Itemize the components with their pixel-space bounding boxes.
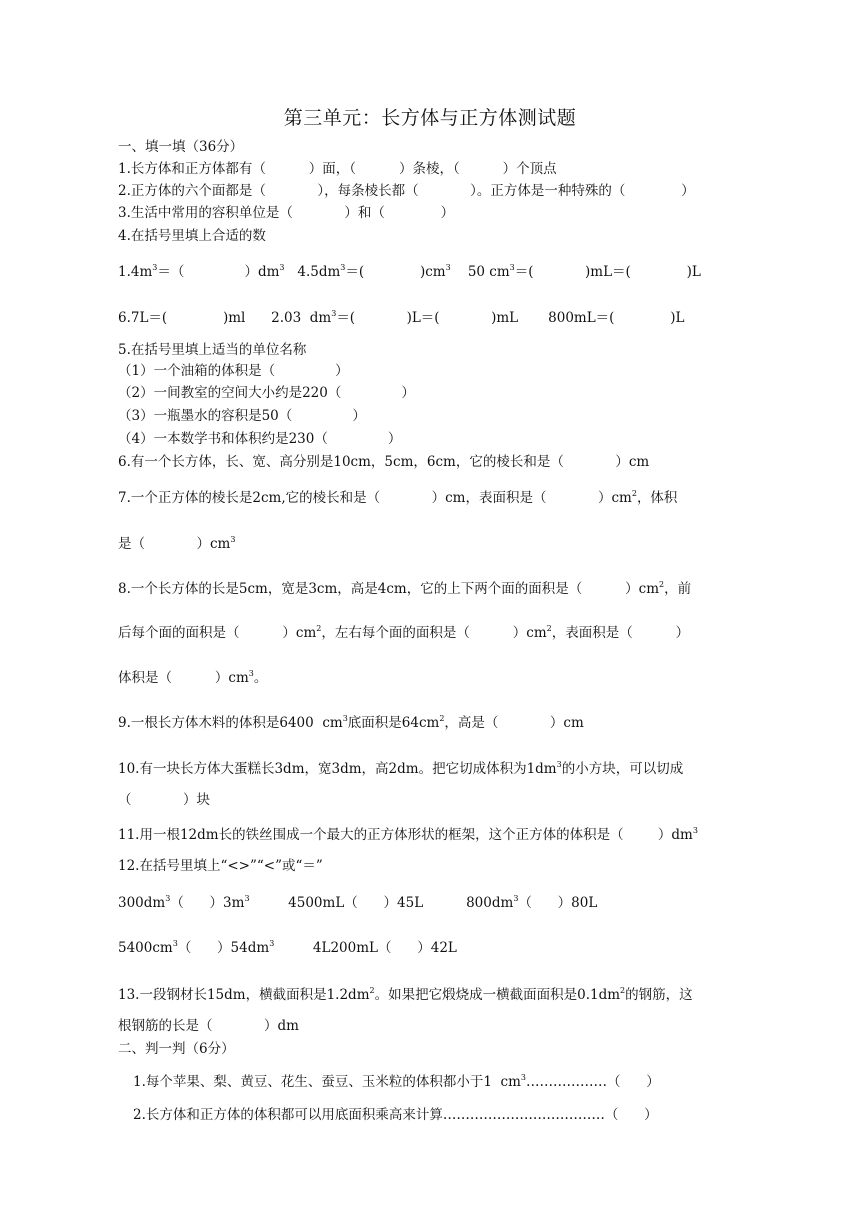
question-4-row-2: 6.7L＝( )ml 2.03 $dm^3=$( )L＝( )mL 800mL＝( )L (118, 309, 685, 326)
question-4: 4.在括号里填上合适的数 (118, 228, 266, 244)
question-8: 8.一个长方体的长是5cm，宽是3cm，高是4cm，它的上下两个面的面积是（ ）$cm^2$，前 (118, 580, 692, 597)
judge-item-2: 2.长方体和正方体的体积都可以用底面积乘高来计算………………………………（ ） (133, 1107, 658, 1123)
question-5-item-1: （1）一个油箱的体积是（ ） (118, 363, 349, 379)
judge-item-1: 1.每个苹果、梨、黄豆、花生、蚕豆、玉米粒的体积都小于1 $cm^3\dots\dots\dots\dots\dots\dots$（ ） (133, 1073, 660, 1090)
section-heading-fill: 一、填一填（36分） (118, 139, 244, 155)
question-4-row-1: $1.4m^3=$（ ）$dm^3$ $4.5dm^3=$( )$cm^3$ 50 $cm^3=$( )mL＝( )L (118, 263, 701, 280)
question-6: 6.有一个长方体，长、宽、高分别是10cm，5cm，6cm，它的棱长和是（ ）cm (118, 454, 650, 470)
question-5-item-4: （4）一本数学书和体积约是230（ ） (118, 431, 402, 447)
question-5-item-3: （3）一瓶墨水的容积是50（ ） (118, 408, 366, 424)
section-heading-judge: 二、判一判（6分） (118, 1041, 235, 1057)
question-11: 11.用一根12dm长的铁丝围成一个最大的正方体形状的框架，这个正方体的体积是（ ）$dm^3$ (118, 826, 698, 843)
question-13: 13.一段钢材长15dm，横截面积是$1.2dm^2$。如果把它煅烧成一横截面面积是$0.1dm^2$的钢筋，这 (118, 986, 693, 1003)
question-12-row-1: $300dm^3$（ ）$3m^3$ 4500mL（ ）45L $800dm^3$（ ）80L (118, 894, 598, 911)
question-10: 10.有一块长方体大蛋糕长3dm，宽3dm，高2dm。把它切成体积为$1dm^3$的小方块，可以切成 (118, 760, 684, 777)
question-13-continued: 根钢筋的长是（ ）dm (118, 1018, 299, 1034)
page-title: 第三单元：长方体与正方体测试题 (283, 107, 577, 129)
question-3: 3.生活中常用的容积单位是（ ）和（ ） (118, 205, 455, 221)
question-5-item-2: （2）一间教室的空间大小约是220（ ） (118, 385, 415, 401)
question-8-continued: 后每个面的面积是（ ）$cm^2$，左右每个面的面积是（ ）$cm^2$，表面积是（ ） (118, 624, 690, 641)
question-5: 5.在括号里填上适当的单位名称 (118, 342, 307, 358)
question-10-continued: （ ）块 (118, 792, 210, 808)
question-9: 9.一根长方体木料的体积是6400 $cm^3$底面积是$64cm^2$，高是（ ）cm (118, 714, 584, 731)
question-12: 12.在括号里填上“<>”“<”或“＝” (118, 858, 323, 874)
question-1: 1.长方体和正方体都有（ ）面，（ ）条棱，（ ）个顶点 (118, 161, 557, 177)
question-7: 7.一个正方体的棱长是2cm,它的棱长和是（ ）cm，表面积是（ ）$cm^2$，体积 (118, 489, 678, 506)
question-2: 2.正方体的六个面都是（ ），每条棱长都（ ）。正方体是一种特殊的（ ） (118, 183, 695, 199)
question-12-row-2: $5400cm^3$（ ）$54dm^3$ 4L200mL（ ）42L (118, 939, 457, 956)
question-7-continued: 是（ ）$cm^3$ (118, 535, 236, 552)
question-8-volume: 体积是（ ）$cm^3$。 (118, 669, 268, 686)
